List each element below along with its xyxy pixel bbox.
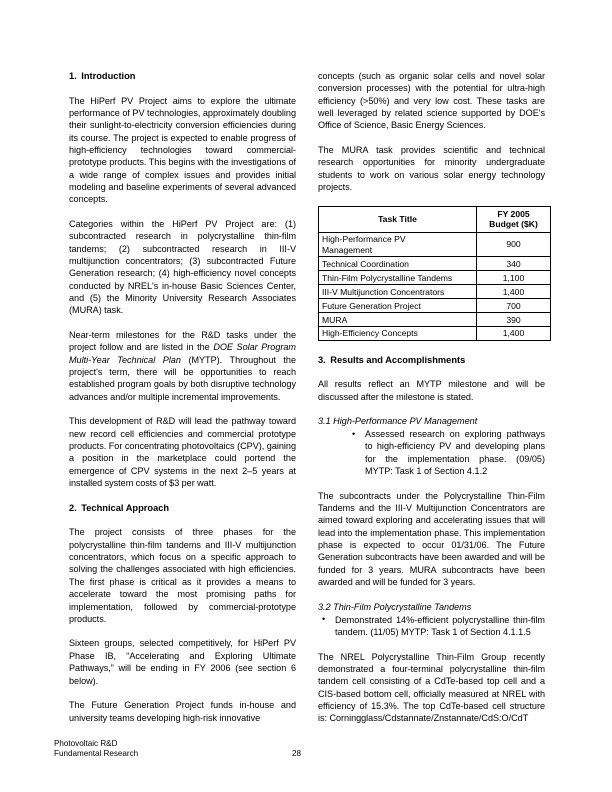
section-title: Introduction [81,71,136,81]
milestones-text-part1: Near-term milestones for the R&D tasks under the project follow and are listed in the [69,330,296,353]
paragraph-sixteen-groups: Sixteen groups, selected competitively, for HiPerf PV Phase IB, “Accelerating and Exploring Ultimate Pathways,” will be ending in FY 2006 (see section 6 below). [69,638,296,686]
section-number: 2. [69,502,77,513]
paragraph-subcontracts: The subcontracts under the Polycrystalline Thin-Film Tandems and the III-V Multijunction Concentrators are aimed toward exploring and accelerating issues that will lead into the implementation phase. This implementation phase is expected to occur 01/31/06. The Future Generation subcontracts have been awarded and will be funded for 3 years. MURA subcontracts have been awarded and will be funded for 3 years. [318,490,545,588]
left-column [69,70,296,724]
cell-task-title: Future Generation Project [319,299,477,313]
cell-task-title: III-V Multijunction Concentrators [319,285,477,299]
cell-budget-amount: 340 [477,257,551,271]
milestone-list-3-2 [318,614,545,639]
column-header-task-title: Task Title [319,206,477,232]
paragraph-three-phases: The project consists of three phases for the polycrystalline thin-film tandems and III-V multijunction concentrators, which focus on a specific approach to solving the challenges associated with high efficiencies. The first phase is critical as it provides a means to accelerate toward the most promising paths for implementation, followed by commercial-prototype products. [69,527,296,624]
paragraph-results-intro: All results reflect an MYTP milestone and will be discussed after the milestone is stated. [318,379,545,402]
section-heading-technical-approach [69,502,296,514]
section-title: Technical Approach [81,502,170,513]
section-heading-introduction [69,70,296,82]
paragraph-project-overview: The HiPerf PV Project aims to explore the ultimate performance of PV technologies, approximately doubling their sunlight-to-electricity conversion efficiencies during its course. The project is expected to enable progress of high-efficiency technologies toward commercial-prototype products. This begins with the investigations of a wide range of complex issues and provides initial modeling and baseline experiments of several advanced concepts. [69,95,296,205]
subsection-heading-3-1: 3.1 High-Performance PV Management [318,416,478,427]
two-column-body [69,70,545,725]
budget-header-line2: Budget ($K) [489,219,538,230]
milestone-text: Assessed research on exploring pathways to high-efficiency PV and developing plans for the implementation phase. (09/05) MYTP: Task 1 of Section 4.1.2 [365,429,545,477]
table-row [319,285,551,299]
task-title-line1: High-Performance PV [322,234,406,245]
table-header-row [319,206,551,232]
milestones-text-part2: (MYTP). Throughout the project's term, there will be opportunities to reach established program goals by both disruptive technology advances and/or multiple incremental improvements. [69,354,297,402]
mytp-plan-title: DOE Solar Program Multi-Year Technical Plan [69,342,296,365]
page-number: 28 [291,749,301,759]
section-heading-results [318,354,545,366]
paragraph-nrel-tandem-cell: The NREL Polycrystalline Thin-Film Group recently demonstrated a four-terminal polycrystalline thin-film tandem cell consisting of a CdTe-based top cell and a CIS-based bottom cell, officially measured at NREL with efficiency of 15.3%. The top CdTe-based cell structure is: Corningglass/Cdstannate/Znstannate/CdS:O/CdT [318,651,545,724]
task-title-line2: Management [322,244,373,255]
page-footer [54,739,558,769]
cell-task-title: MURA [319,313,477,327]
paragraph-future-generation-funds: The Future Generation Project funds in-house and university teams developing high-risk innovative [69,700,296,723]
table-row [319,299,551,313]
cell-budget-amount: 900 [477,232,551,257]
subsection-heading-3-2: 3.2 Thin-Film Polycrystalline Tandems [318,601,472,612]
list-item [322,614,545,639]
column-header-fy2005-budget [477,206,551,232]
cell-task-title: Technical Coordination [319,257,477,271]
cell-budget-amount: 1,400 [477,285,551,299]
paragraph-rd-pathway: This development of R&D will lead the pathway toward new record cell efficiencies and commercial prototype products. For concentrating photovoltaics (CPV), gaining a position in the marketplace could portend the emergence of CPV systems in the next 2–5 years at installed system costs of $3 per watt. [69,416,296,489]
paragraph-mura-task: The MURA task provides scientific and technical research opportunities for minority undergraduate students to work on various solar energy technology projects. [318,145,545,193]
bullet-icon: • [322,614,326,625]
budget-header-line1: FY 2005 [497,208,530,219]
right-column [318,70,545,725]
footer-line-1: Photovoltaic R&D [54,739,118,748]
milestone-text: Demonstrated 14%-efficient polycrystalline thin-film tandem. (11/05) MYTP: Task 1 of Section 4.1.1.5 [335,614,545,637]
footer-line-2: Fundamental Research [54,749,139,759]
milestone-list-3-1 [318,428,545,477]
table-row [319,232,551,257]
table-row [319,257,551,271]
cell-budget-amount: 1,100 [477,271,551,285]
table-row [319,313,551,327]
cell-task-title: Thin-Film Polycrystalline Tandems [319,271,477,285]
cell-task-title [319,232,477,257]
paragraph-near-term-milestones [69,329,296,403]
section-number: 3. [318,354,326,365]
paragraph-project-categories: Categories within the HiPerf PV Project are: (1) subcontracted research in polycrystalline thin-film tandems; (2) subcontracted research in III-V multijunction concentrators; (3) subcontracted Future Generation research; (4) high-efficiency novel concepts conducted by NREL's in-house Basic Sciences Center, and (5) the Minority University Research Associates (MURA) task. [69,219,296,316]
paragraph-novel-concepts: concepts (such as organic solar cells and novel solar conversion processes) with the potential for ultra-high efficiency (>50%) and very low cost. These tasks are well leveraged by related science supported by DOE's Office of Science, Basic Energy Sciences. [318,71,545,131]
cell-budget-amount: 700 [477,299,551,313]
list-item [352,428,545,477]
table-row [319,271,551,285]
cell-task-title: High-Efficiency Concepts [319,327,477,341]
table-row [319,327,551,341]
budget-table [318,206,551,342]
cell-budget-amount: 1,400 [477,327,551,341]
section-number: 1. [69,71,77,81]
cell-budget-amount: 390 [477,313,551,327]
bullet-icon: • [352,428,356,439]
section-title: Results and Accomplishments [330,354,466,365]
